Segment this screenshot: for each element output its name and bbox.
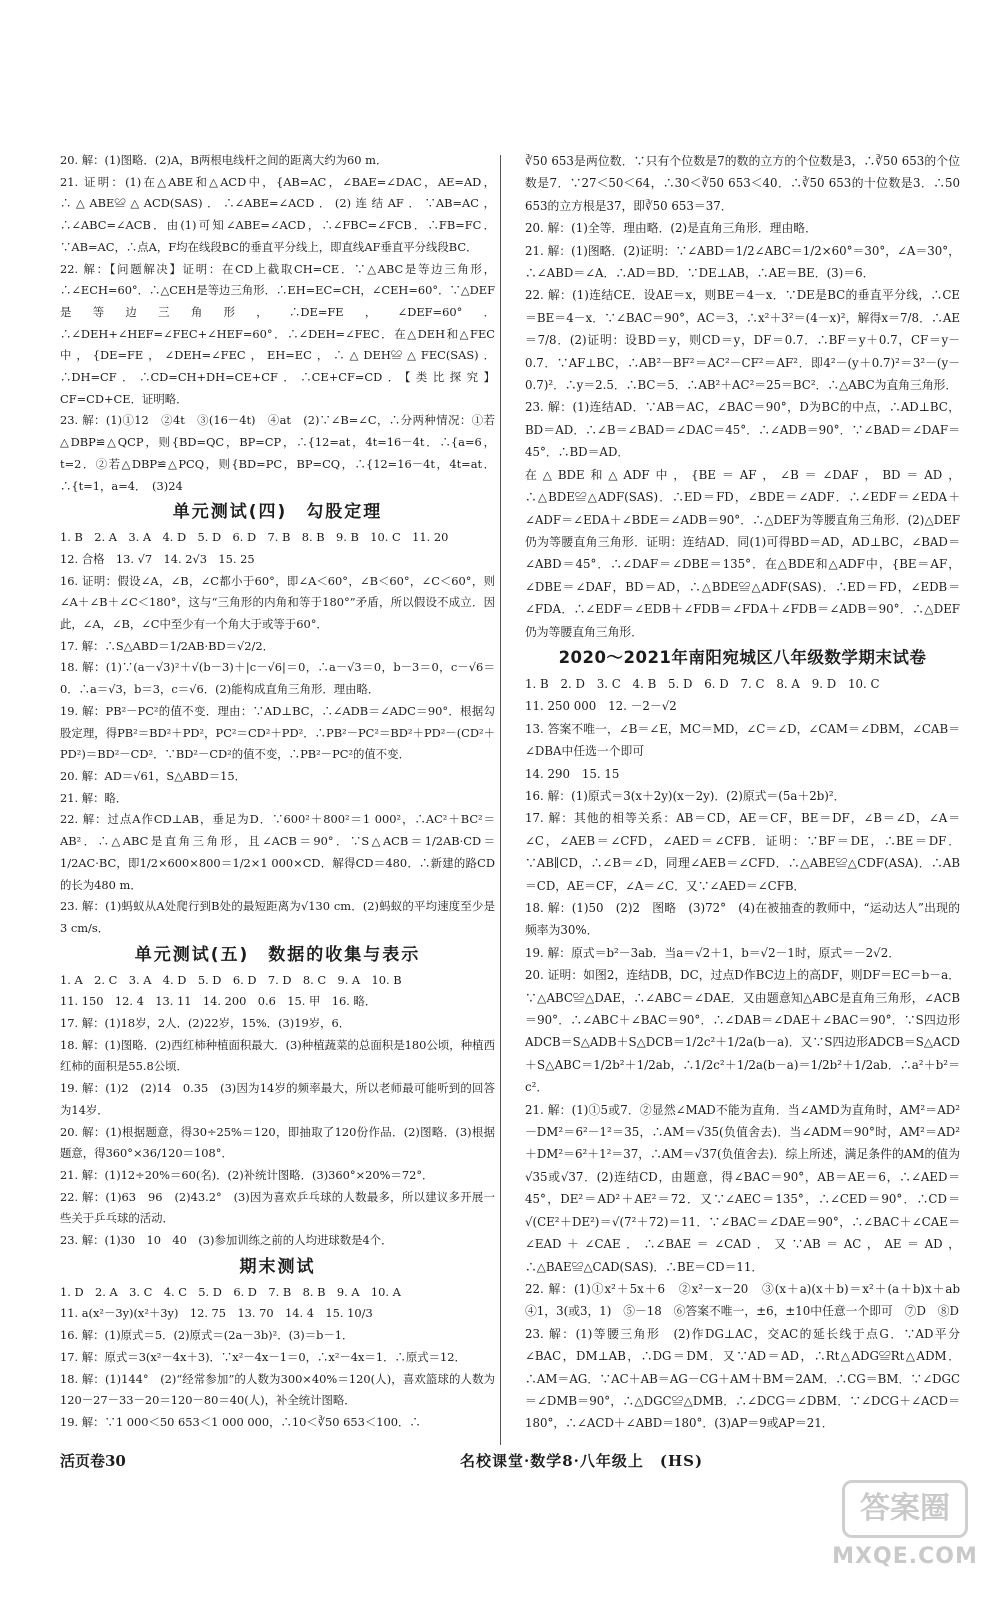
answer-paragraph: 23. 解：(1)连结AD．∵AB＝AC，∠BAC＝90°，D为BC的中点，∴AD⊥BC，BD＝AD．∴∠B＝∠BAD＝∠DAC＝45°．∴∠ADB＝90°．∵∠BAD＝∠DAF＝45°．∴BD＝AD． [525, 400, 960, 460]
answer-paragraph: 18. 解：(1)∵(a－√3)²＋√(b－3)＋|c－√6|＝0，∴a－√3＝0，b－3＝0，c－√6＝0．∴a＝√3，b＝3，c＝√6．(2)能构成直角三角形．理由略． [60, 660, 495, 697]
watermark-url: MXQE.COM [832, 1544, 978, 1569]
answer-paragraph: 20. 解：(1)全等．理由略．(2)是直角三角形．理由略． [525, 221, 817, 236]
answer-paragraph: 21. 解：(1)12÷20%＝60(名)．(2)补统计图略．(3)360°×20%＝72°． [60, 1167, 434, 1182]
answer-paragraph: 12. 合格 13. √7 14. 2√3 15. 25 [60, 551, 255, 566]
section-title: 期末测试 [239, 1256, 316, 1277]
answer-paragraph: 17. 解：∴S△ABD＝1/2AB·BD＝√2/2． [60, 638, 275, 653]
answer-paragraph: 23. 解：(1)30 10 40 (3)参加训练之前的人均进球数是4个． [60, 1233, 393, 1248]
answer-paragraph: 19. 解：PB²－PC²的值不变．理由：∵AD⊥BC，∴∠ADB＝∠ADC＝90°．根据勾股定理，得PB²＝BD²＋PD²，PC²＝CD²＋PD²．∴PB²－PC²＝BD²＋PD²－(CD²＋PD²)＝BD²－CD²．∵BD²－CD²的值不变，∴PB²－PC²的值不变． [60, 703, 495, 762]
answer-paragraph: 19. 解：(1)2 (2)14 0.35 (3)因为14岁的频率最大，所以老师最可能听到的回答为14岁． [60, 1081, 495, 1117]
answer-paragraph: 21. 解：略． [60, 790, 128, 805]
answer-paragraph: 16. 解：(1)原式＝5．(2)原式＝(2a－3b)²．(3)＝b－1． [60, 1328, 354, 1343]
answer-paragraph: 22. 解：(1)63 96 (2)43.2° (3)因为喜欢乒乓球的人数最多，所以建议多开展一些关于乒乓球的活动． [60, 1189, 495, 1226]
answer-paragraph: 在△BDE和△ADF中，{BE＝AF，∠B＝∠DAF，BD＝AD，∴△BDE≌△ADF(SAS)．∴ED＝FD，∠BDE＝∠ADF．∴∠EDF＝∠EDA＋∠ADF＝∠EDA＋∠BDE＝∠ADB＝90°．∴△DEF为等腰直角三角形．(2)△DEF仍为等腰直角三角形．证明：连结AD．同(1)可得BD＝AD，AD⊥BC，∠BAD＝∠ABD＝45°．∴∠DAF＝∠DBE＝135°．在△BDE和△ADF中，{BE＝AF，∠DBE＝∠DAF，BD＝AD，∴△BDE≌△ADF(SAS)．∴ED＝FD，∠EDB＝∠FDA．∴∠EDF＝∠EDB＋∠FDB＝∠FDA＋∠FDB＝∠ADB＝90°．∴△DEF仍为等腰直角三角形． [525, 467, 960, 639]
left-column [60, 150, 495, 1434]
answer-paragraph: 13. 答案不唯一，∠B＝∠E，MC＝MD，∠C＝∠D，∠CAM＝∠DBM，∠CAB＝∠DBA中任选一个即可 [525, 721, 960, 759]
answer-paragraph: 11. a(x²－3y)(x²＋3y) 12. 75 13. 70 14. 4 15. 10/3 [60, 1306, 373, 1321]
section-title: 单元测试(四) 勾股定理 [172, 502, 383, 523]
answer-paragraph: 1. D 2. A 3. C 4. C 5. D 6. D 7. B 8. B 9. A 10. A [60, 1284, 401, 1299]
answer-paragraph: 1. A 2. C 3. A 4. D 5. D 6. D 7. D 8. C 9. A 10. B [60, 972, 402, 987]
answer-paragraph: 19. 解：原式＝b²－3ab．当a＝√2＋1，b＝√2－1时，原式＝－2√2． [525, 945, 900, 960]
book-title: 名校课堂·数学8·八年级上 (HS) [460, 1452, 704, 1470]
answer-paragraph: 22. 解：(1)①x²＋5x＋6 ②x²－x－20 ③(x＋a)(x＋b)＝x²＋(a＋b)x＋ab ④1，3(或3，1) ⑤－18 ⑥答案不唯一，±6，±10中任意一个即可 ⑦D ⑧D [525, 1281, 972, 1319]
answer-paragraph: 17. 解：原式＝3(x²－4x＋3)．∵x²－4x－1＝0，∴x²－4x＝1．∴原式＝12． [60, 1349, 466, 1364]
answer-paragraph: 22. 解：过点A作CD⊥AB，垂足为D．∵600²＋800²＝1 000²，∴AC²＋BC²＝AB²．∴△ABC是直角三角形，且∠ACB＝90°．∵S△ACB＝1/2AB·CD＝1/2AC·BC，即1/2×600×800＝1/2×1 000×CD．解得CD＝480．∴新建的路CD的长为480 m． [60, 812, 495, 892]
answer-paragraph: 11. 250 000 12. －2－√2 [525, 699, 677, 714]
exam-title: 2020～2021年南阳宛城区八年级数学期末试卷 [558, 647, 927, 667]
answer-paragraph: 22. 解：(1)连结CE．设AE＝x，则BE＝4－x．∵DE是BC的垂直平分线，∴CE＝BE＝4－x．∵∠BAC＝90°，AC＝3，∴x²＋3²＝(4－x)²，解得x＝7/8．∴AE＝7/8．(2)证明：设BD＝y，则CD＝y，DF＝0.7．∴BF＝y＋0.7，CF＝y－0.7．∵AF⊥BC，∴AB²－BF²＝AC²－CF²＝AF²．即4²－(y＋0.7)²＝3²－(y－0.7)²．∴y＝2.5．∴BC＝5．∴AB²＋AC²＝25＝BC²．∴△ABC为直角三角形． [525, 288, 960, 393]
answer-paragraph: 23. 解：(1)蚂蚁从A处爬行到B处的最短距离为√130 cm．(2)蚂蚁的平均速度至少是3 cm/s． [60, 899, 495, 935]
answer-paragraph: 18. 解：(1)144° (2)“经常参加”的人数为300×40%＝120(人)，喜欢篮球的人数为120－27－33－20＝120－80＝40(人)，补全统计图略． [60, 1371, 495, 1408]
column-divider [500, 155, 501, 1445]
watermark-mark: 答案圈 [842, 1480, 968, 1538]
answer-paragraph: 18. 解：(1)图略．(2)西红柿种植面积最大．(3)种植蔬菜的总面积是180公顷，种植西红柿的面积是55.8公顷． [60, 1037, 495, 1074]
section-title: 单元测试(五) 数据的收集与表示 [134, 944, 421, 965]
answer-paragraph: 20. 解：(1)根据题意，得30÷25%＝120，即抽取了120份作品．(2)图略．(3)根据题意，得360°×36/120＝108°． [60, 1124, 495, 1161]
answer-paragraph: 19. 解：∵1 000＜50 653＜1 000 000，∴10＜∛50 653＜100．∴ [60, 1414, 421, 1429]
answer-paragraph: ∛50 653是两位数．∵只有个位数是7的数的立方的个位数是3，∴∛50 653的个位数是7．∵27＜50＜64，∴30＜∛50 653＜40．∴∛50 653的十位数是3．∴50 653的立方根是37，即∛50 653＝37． [525, 154, 960, 213]
answer-paragraph: 17. 解：(1)18岁，2人．(2)22岁，15%．(3)19岁，6． [60, 1016, 351, 1031]
answer-paragraph: 21. 解：(1)图略．(2)证明：∵∠ABD＝1/2∠ABC＝1/2×60°＝30°，∠A＝30°，∴∠ABD＝∠A．∴AD＝BD．∵DE⊥AB，∴AE＝BE．(3)＝6． [525, 243, 960, 281]
answer-paragraph: 1. B 2. D 3. C 4. B 5. D 6. D 7. C 8. A 9. D 10. C [525, 676, 880, 691]
answer-paragraph: 14. 290 15. 15 [525, 766, 620, 781]
right-column [525, 150, 972, 1435]
answer-paragraph: 18. 解：(1)50 (2)2 图略 (3)72° (4)在被抽查的教师中，“运动达人”出现的频率为30%． [525, 901, 960, 938]
answer-paragraph: 16. 解：(1)原式＝3(x＋2y)(x－2y)．(2)原式＝(5a＋2b)²． [525, 788, 846, 803]
page-label: 活页卷30 [60, 1452, 126, 1470]
page-footer [60, 1450, 940, 1476]
answer-paragraph: 22. 解：【问题解决】证明：在CD上截取CH=CE．∵△ABC是等边三角形，∴∠ECH=60°．∴△CEH是等边三角形．∴EH=EC=CH，∠CEH=60°．∵△DEF是等边三角形，∴DE=FE，∠DEF=60°．∴∠DEH+∠HEF=∠FEC+∠HEF=60°．∴∠DEH=∠FEC．在△DEH和△FEC中，{DE=FE，∠DEH=∠FEC，EH=EC，∴△DEH≌△FEC(SAS)．∴DH=CF．∴CD=CH+DH=CE+CF．∴CE+CF=CD．【类比探究】CF=CD+CE．证明略． [60, 261, 495, 406]
answer-paragraph: 20. 解：AD＝√61，S△ABD＝15． [60, 768, 246, 783]
watermark-logo [830, 1480, 980, 1570]
answer-paragraph: 17. 解：其他的相等关系：AB＝CD，AE＝CF，BE＝DF，∠B＝∠D，∠A＝∠C，∠AEB＝∠CFD，∠AED＝∠CFB．证明：∵BF＝DE，∴BE＝DF．∵AB∥CD，∴∠B＝∠D，同理∠AEB＝∠CFD．∴△ABE≌△CDF(ASA)．∴AB＝CD，AE＝CF，∠A＝∠C．又∵∠AED＝∠CFB． [525, 811, 960, 893]
answer-paragraph: 23. 解：(1)等腰三角形 (2)作DG⊥AC，交AC的延长线于点G．∵AD平分∠BAC，DM⊥AB，∴DG＝DM．又∵AD＝AD，∴Rt△ADG≌Rt△ADM．∴AM＝AG．∵AC＋AB＝AG－CG＋AM＋BM＝2AM．∴CG＝BM．∵∠DGC＝∠DMB＝90°，∴△DGC≌△DMB．∴∠DCG＝∠DBM．∵∠DCG＋∠ACD＝180°，∴∠ACD＋∠ABD＝180°．(3)AP＝9或AP＝21． [525, 1326, 960, 1431]
answer-paragraph: 20. 解：(1)图略．(2)A，B两根电线杆之间的距离大约为60 m． [60, 153, 388, 167]
answer-paragraph: 21. 解：(1)①5或7．②显然∠MAD不能为直角．当∠AMD为直角时，AM²＝AD²－DM²＝6²－1²＝35，∴AM＝√35(负值舍去)．当∠ADM＝90°时，AM²＝AD²＋DM²＝6²＋1²＝37，∴AM＝√37(负值舍去)．综上所述，满足条件的AM的值为√35或√37．(2)连结CD，由题意，得∠BAC＝90°，AB＝AE＝6，∴∠AED＝45°，DE²＝AD²＋AE²＝72．又∵∠AEC＝135°，∴∠CED＝90°．∴CD＝√(CE²＋DE²)＝√(7²＋72)＝11．∵∠BAC＝∠DAE＝90°，∴∠BAC＋∠CAE＝∠EAD＋∠CAE．∴∠BAE＝∠CAD．又∵AB＝AC，AE＝AD，∴△BAE≌△CAD(SAS)．∴BE＝CD＝11． [525, 1102, 960, 1274]
answer-paragraph: 1. B 2. A 3. A 4. D 5. D 6. D 7. B 8. B 9. B 10. C 11. 20 [60, 530, 449, 545]
answer-paragraph: 11. 150 12. 4 13. 11 14. 200 0.6 15. 甲 16. 略． [60, 994, 377, 1009]
answer-paragraph: 23. 解：(1)①12 ②4t ③(16－4t) ④at (2)∵∠B=∠C，∴分两种情况：①若△DBP≌△QCP，则{BD=QC，BP=CP，∴{12=at，4t=16－4t．∴{a=6，t=2．②若△DBP≌△PCQ，则{BD=PC，BP=CQ，∴{12=16－4t，4t=at．∴{t=1，a=4． (3)24 [60, 413, 495, 493]
answer-paragraph: 20. 证明：如图2，连结DB，DC，过点D作BC边上的高DF，则DF＝EC＝b－a．∵△ABC≌△DAE，∴∠ABC＝∠DAE．又由题意知△ABC是直角三角形，∠ACB＝90°．∴∠ABC＋∠BAC＝90°．∴∠DAB＝∠DAE＋∠BAC＝90°．∵S四边形ADCB＝S△ADB＋S△DCB＝1/2c²＋1/2a(b－a)．又∵S四边形ADCB＝S△ACD＋S△ABC＝1/2b²＋1/2ab，∴1/2c²＋1/2a(b－a)＝1/2b²＋1/2ab．∴a²＋b²＝c²． [525, 968, 960, 1095]
answer-paragraph: 21. 证明：(1)在△ABE和△ACD中，{AB=AC，∠BAE=∠DAC，AE=AD，∴△ABE≌△ACD(SAS)．∴∠ABE=∠ACD．(2)连结AF．∵AB=AC，∴∠ABC=∠ACB．由(1)可知∠ABE=∠ACD，∴∠FBC=∠FCB．∴FB=FC．∵AB=AC，∴点A，F均在线段BC的垂直平分线上，即直线AF垂直平分线段BC． [60, 174, 495, 254]
answer-paragraph: 16. 证明：假设∠A，∠B，∠C都小于60°，即∠A＜60°，∠B＜60°，∠C＜60°，则∠A＋∠B＋∠C＜180°，这与“三角形的内角和等于180°”矛盾，所以假设不成立．因此，∠A，∠B，∠C中至少有一个角大于或等于60°． [60, 573, 495, 632]
